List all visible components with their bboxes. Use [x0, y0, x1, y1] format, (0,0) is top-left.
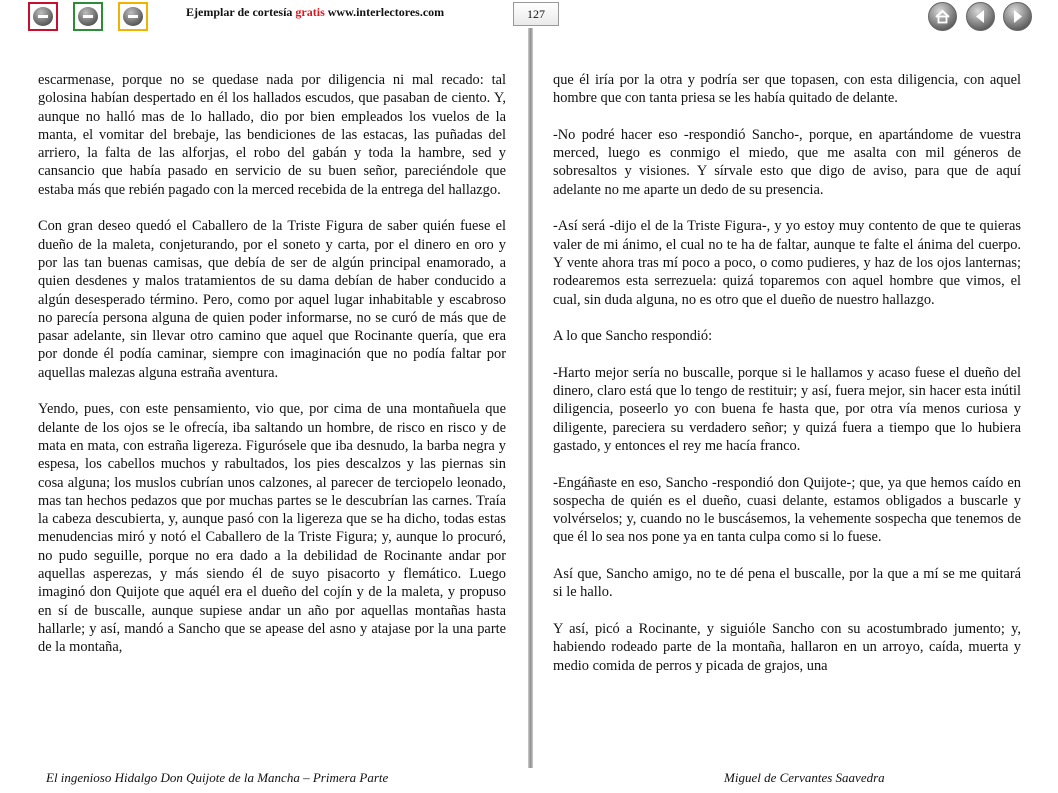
back-arrow-icon: [967, 3, 994, 30]
paragraph: A lo que Sancho respondió:: [553, 328, 713, 345]
window-button-1[interactable]: [28, 2, 58, 31]
back-button[interactable]: [966, 2, 995, 31]
forward-arrow-icon: [1004, 3, 1031, 30]
column-divider: [528, 28, 533, 768]
paragraph: que él iría por la otra y podría ser que topasen, con esta diligencia, con aquel hombre que con tanta priesa se les había quitado de delante.: [553, 72, 1021, 107]
paragraph: Yendo, pues, con este pensamiento, vio que, por cima de una montañuela que delante de los ojos se le ofrecía, iba saltando un hombre, de risco en risco y de mata en mata, con estraña ligereza. Figurósele que iba desnudo, la barba negra y espesa, los cabellos muchos y rabultados, los pies descalzos y las piernas sin cosa alguna; los muslos cubrían unos calzones, al parecer de terciopelo leonado, mas tan hechos pedazos que por muchas partes se le descubrían las carnes. Traía la cabeza descubierta, y, aunque pasó con la ligereza que se ha dicho, todas estas menudencias miró y notó el Caballero de la Triste Figura; y, aunque lo procuró, no pudo seguille, porque no era dado a la debilidad de Rocinante andar por aquellas asperezas, y más siendo él de suyo pisacorto y flemático. Luego imaginó don Quijote que aquél era el dueño del cojín y de la maleta, y propuso en sí de buscalle, aunque supiese andar un año por aquellas montañas hasta hallarle; y así, mandó a Sancho que se apease del asno y atajase por la una parte de la montaña,: [38, 401, 506, 656]
home-button[interactable]: [928, 2, 957, 31]
right-column: [553, 71, 1021, 693]
header-title: [186, 5, 444, 20]
paragraph: escarmenase, porque no se quedase nada por diligencia ni mal recado: tal golosina habían despertado en él los hallados escudos, que pasaban de ciento. Y, aunque no halló mas de lo hallado, dio por bien empleados los vuelos de la manta, el vomitar del brebaje, las bendiciones de las estacas, las puñadas del arriero, la falta de las alforjas, el robo del gabán y toda la hambre, sed y cansancio que había pasado en servicio de su buen señor, pareciéndole que estaba más que rebién pagado con la merced recebida de la entrega del hallazgo.: [38, 72, 506, 198]
paragraph: Así que, Sancho amigo, no te dé pena el buscalle, por la que a mí se me quitará si le hallo.: [553, 566, 1021, 601]
paragraph: -No podré hacer eso -respondió Sancho-, porque, en apartándome de vuestra merced, luego es conmigo el miedo, que me asalta con mil géneros de sobresaltos y visiones. Y sírvale esto que digo de aviso, para que de aquí adelante no me aparte un dedo de su presencia.: [553, 126, 1021, 198]
window-button-2[interactable]: [73, 2, 103, 31]
header-title-highlight: gratis: [295, 5, 325, 19]
page-number: 127: [513, 2, 559, 26]
footer-author: Miguel de Cervantes Saavedra: [724, 770, 885, 785]
paragraph: -Engáñaste en eso, Sancho -respondió don Quijote-; que, ya que hemos caído en sospecha de quién es el dueño, cuasi delante, estamos obligados a buscarle y volvérselos; y, cuando no le buscásemos, la vehemente sospecha que tenemos de que él lo sea nos pone ya en tanta culpa como si lo fuese.: [553, 474, 1021, 546]
paragraph: -Así será -dijo el de la Triste Figura-, y yo estoy muy contento de que te quieras valer de mi ánimo, el cual no te ha de faltar, aunque te falte el ánima del cuerpo. Y vente ahora tras mí poco a poco, o como pudieres, y haz de los ojos lanternas; rodearemos esta serrezuela: quizá toparemos con aquel hombre que vimos, el cual, sin duda alguna, no es otro que el dueño de nuestro hallazgo.: [553, 218, 1021, 308]
paragraph: Y así, picó a Rocinante, y siguióle Sancho con su acostumbrado jumento; y, habiendo rodeado parte de la montaña, hallaron en un arroyo, caída, muerta y medio comida de perros y picada de grajos, una: [553, 620, 1021, 674]
left-column: [38, 71, 506, 675]
paragraph: -Harto mejor sería no buscalle, porque si le hallamos y acaso fuese el dueño del dinero, claro está que lo tengo de restituir; y así, fuera mejor, sin hacer esta inútil diligencia, poseerlo yo con buena fe hasta que, por otra vía menos curiosa y diligente, pareciera su verdadero señor; y quizá fuera a tiempo que lo hubiera gastado, y entonces el rey me hacía franco.: [553, 364, 1021, 454]
paragraph: Con gran deseo quedó el Caballero de la Triste Figura de saber quién fuese el dueño de la maleta, conjeturando, por el soneto y carta, por el dinero en oro y por las tan buenas camisas, que debía de ser de algún principal enamorado, a quien desdenes y malos tratamientos de su dama debían de haber conducido a algún desesperado término. Pero, como por aquel lugar inhabitable y escabroso no parecía persona alguna de quien poder informarse, no se curó de más que de pasar adelante, sin llevar otro camino que aquel que Rocinante quería, que era por donde él podía caminar, siempre con imaginación que no podía faltar por aquellas malezas alguna estraña aventura.: [38, 218, 506, 381]
forward-button[interactable]: [1003, 2, 1032, 31]
header-title-site: www.interlectores.com: [327, 5, 445, 19]
window-button-3[interactable]: [118, 2, 148, 31]
footer-book-title: El ingenioso Hidalgo Don Quijote de la Mancha – Primera Parte: [46, 770, 389, 785]
header-title-prefix: Ejemplar de cortesía: [186, 5, 293, 19]
home-icon: [929, 3, 956, 30]
